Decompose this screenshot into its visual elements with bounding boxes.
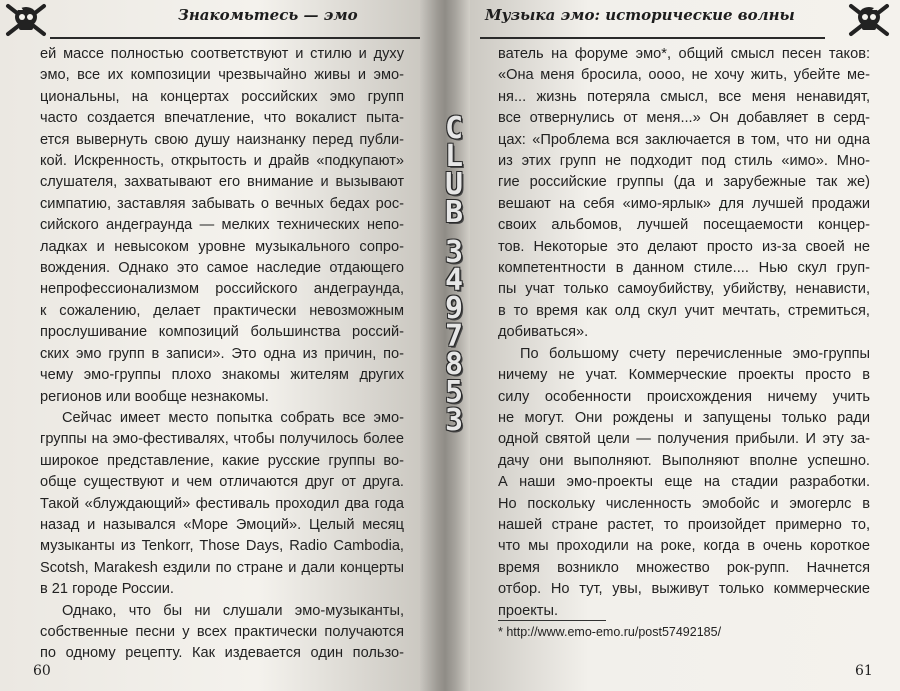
text-line: часто создается впечатление, что вокалист пыта- xyxy=(40,110,404,127)
right-header-rule xyxy=(480,37,825,39)
text-line: эмо, все их композиции чрезвычайно живы и эмо- xyxy=(40,67,404,84)
text-line: обще существуют и чем отличаются друг от друга. xyxy=(40,474,404,491)
text-line: симпатию, заставляя забывать о вечных бедах рос- xyxy=(40,195,404,212)
right-running-header: Музыка эмо: исторические волны xyxy=(485,6,795,24)
text-line: собственные песни у всех практически получаются xyxy=(40,623,404,640)
text-line: вождения. Однако это самое наследие отдающего xyxy=(40,260,404,277)
footnote-rule xyxy=(498,620,606,621)
text-line: сийского андеграунда — мелких технических непо- xyxy=(40,217,404,234)
text-line: ей массе полностью соответствуют и стилю и духу xyxy=(40,46,404,62)
text-line: Такой «блуждающий» фестиваль проходил два года xyxy=(40,495,404,512)
skull-crossbones-icon xyxy=(4,2,48,38)
stamp-char: L xyxy=(444,139,464,174)
text-line: ватель на форуме эмо*, общий смысл песен таков: xyxy=(498,46,870,62)
text-line: в то время как олд скул учит мечтать, стремиться, xyxy=(498,302,870,319)
text-line: ничему не учат. Коммерческие проекты просто в xyxy=(498,367,870,384)
text-line: что мы проходили на роке, когда в очень короткое xyxy=(498,538,870,555)
text-line: все отвернулись от меня...» Он добавляет в серд- xyxy=(498,110,870,127)
text-line: чему эмо-группы плохо знакомы жителям других xyxy=(40,367,404,384)
stamp-char: 9 xyxy=(444,291,464,326)
club-watermark-stamp xyxy=(432,111,476,438)
stamp-char: B xyxy=(444,195,464,230)
text-line: широкое представление, какие русские группы во- xyxy=(40,452,404,469)
text-line: тов. Некоторые это делают просто из-за своей не xyxy=(498,238,870,255)
left-header-rule xyxy=(50,37,425,39)
text-line: По большому счету перечисленные эмо-группы xyxy=(520,345,870,362)
left-page-number: 60 xyxy=(33,663,51,679)
text-line: вешают на себя «имо-ярлык» для лучшей продажи xyxy=(498,195,870,212)
right-body-text xyxy=(498,44,870,622)
left-body-text xyxy=(40,44,404,665)
text-line: в 21 городе России. xyxy=(40,581,174,598)
text-line: своих альбомов, лучшей посещаемости концер- xyxy=(498,217,870,234)
stamp-char: 3 xyxy=(444,235,464,270)
text-line: из этих групп не подходит под стиль «имо». Мно- xyxy=(498,153,870,170)
footnote: * http://www.emo-emo.ru/post57492185/ xyxy=(498,625,722,639)
text-line: добиваться». xyxy=(498,324,589,341)
text-line: Однако, что бы ни слушали эмо-музыканты, xyxy=(62,602,404,619)
text-line: «Она меня бросила, оооо, не хочу жить, убейте ме- xyxy=(498,67,870,84)
right-page-number: 61 xyxy=(855,663,873,679)
text-line: компетентности в данном стиле.... Нью скул груп- xyxy=(498,260,870,277)
left-page xyxy=(0,0,430,691)
text-line: ладках и невысоком уровне музыкального сопро- xyxy=(40,238,404,255)
text-line: одной святой цели — получения прибыли. И эту за- xyxy=(498,431,870,448)
text-line: А наши эмо-проекты еще на стадии разработки. xyxy=(498,474,870,491)
text-line: циональны, на концертах российских эмо групп xyxy=(40,88,404,105)
text-line: ня... жизнь потеряла смысл, все меня ненавидят, xyxy=(498,88,870,105)
text-line: отбор. Но тут, увы, выживут только коммерческие xyxy=(498,581,870,598)
stamp-char: C xyxy=(444,111,464,146)
text-line: гие российские группы (да и зарубежные так же) xyxy=(498,174,870,191)
stamp-char: 3 xyxy=(444,403,464,438)
text-line: назад и назывался «Море Эмоций». Целый месяц xyxy=(40,516,404,533)
text-line: по одному рецепту. Как издевается один пользо- xyxy=(40,645,404,662)
text-line: Но поскольку численность эмобойс и эмогерлс в xyxy=(498,495,870,512)
left-running-header: Знакомьтесь — эмо xyxy=(178,6,358,24)
stamp-char: 5 xyxy=(444,375,464,410)
text-line: нашей стране растет, то произойдет примерно то, xyxy=(498,516,870,533)
stamp-char: 4 xyxy=(444,263,464,298)
text-line: пы учат только самоубийству, убийству, ненависти, xyxy=(498,281,870,298)
text-line: время возникло множество рок-рупп. Начнется xyxy=(498,559,870,576)
text-line: музыканты из Tenkorr, Those Days, Radio Cambodia, xyxy=(40,538,404,555)
skull-crossbones-icon xyxy=(847,2,891,38)
text-line: непрофессионализмом российского андеграунда, xyxy=(40,281,404,298)
text-line: ских эмо групп в записи». Это одна из причин, по- xyxy=(40,345,404,362)
text-line: прослушивание композиций большинства россий- xyxy=(40,324,404,341)
text-line: проекты. xyxy=(498,602,559,619)
text-line: к сожалению, делает практически невозможным xyxy=(40,302,404,319)
stamp-char: 8 xyxy=(444,347,464,382)
text-line: регионов или вообще незнакомы. xyxy=(40,388,269,405)
text-line: дачу они выполняют. Выполняют вполне успешно. xyxy=(498,452,870,469)
right-page xyxy=(455,0,900,691)
text-line: Сейчас имеет место попытка собрать все эмо- xyxy=(62,409,404,426)
stamp-char: 7 xyxy=(444,319,464,354)
text-line: ется вывернуть свою душу наизнанку перед публи- xyxy=(40,131,404,148)
text-line: силу особенности происхождения ничему учить xyxy=(498,388,870,405)
text-line: цах: «Проблема вся заключается в том, что ни одна xyxy=(498,131,870,148)
text-line: группы на эмо-фестивалях, чтобы получилось более xyxy=(40,431,404,448)
text-line: Scotsh, Marakesh ездили по стране и дали концерты xyxy=(40,559,404,576)
text-line: кой. Искренность, открытость и драйв «подкупают» xyxy=(40,153,404,170)
stamp-char: U xyxy=(444,167,464,202)
text-line: слушателя, захватывают его внимание и вызывают xyxy=(40,174,404,191)
text-line: не могут. Они рождены и запущены только ради xyxy=(498,409,870,426)
